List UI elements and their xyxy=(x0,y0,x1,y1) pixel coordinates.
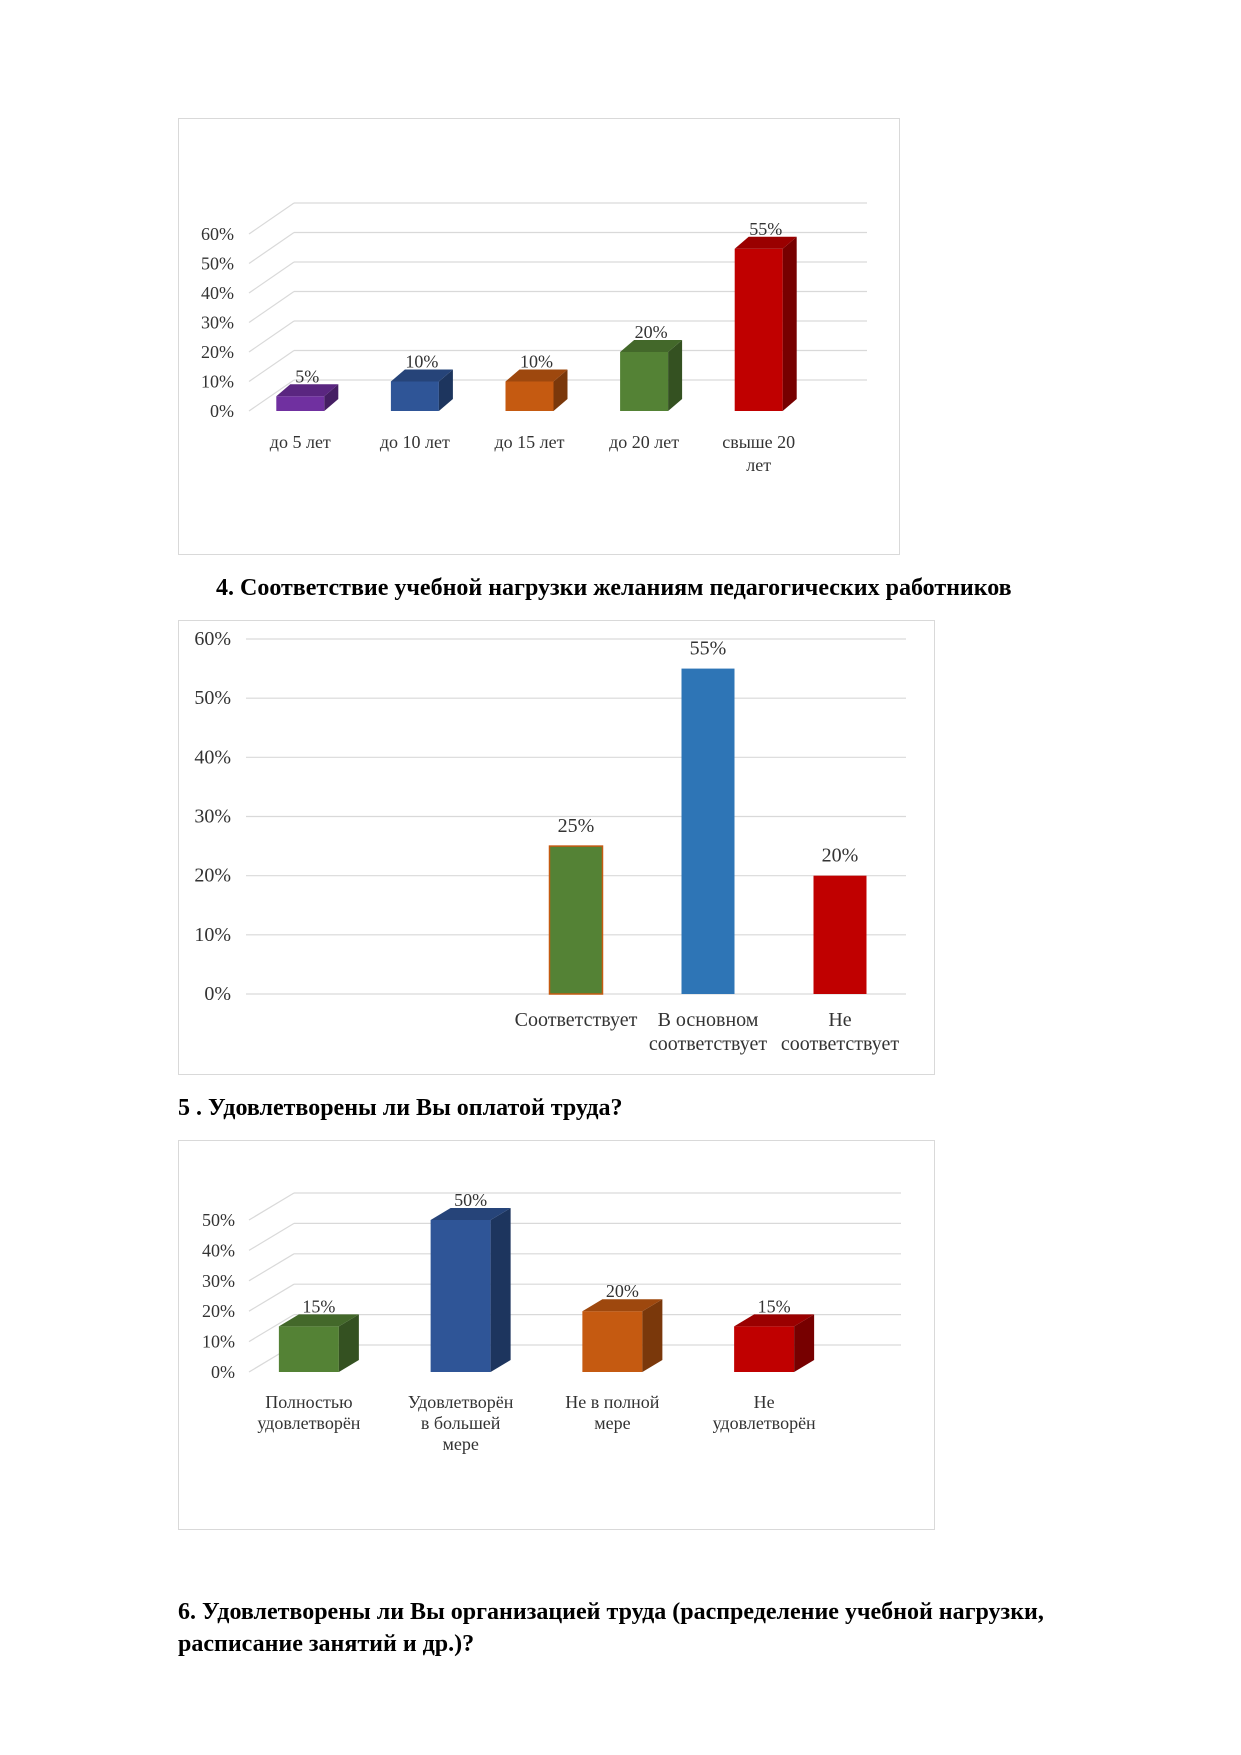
data-label: 10% xyxy=(405,351,439,372)
x-tick-label: мере xyxy=(594,1413,631,1433)
gridline-diagonal xyxy=(249,1284,294,1311)
chart-experience-frame xyxy=(178,118,900,555)
y-tick-label: 20% xyxy=(194,864,231,887)
chart-salary xyxy=(179,1141,934,1529)
gridline-diagonal xyxy=(249,292,294,323)
x-tick-label: В основном xyxy=(657,1009,759,1031)
x-tick-label: Не в полной xyxy=(565,1392,660,1412)
y-tick-label: 50% xyxy=(194,687,231,710)
bar-side xyxy=(491,1208,511,1372)
y-tick-label: 30% xyxy=(202,1270,235,1291)
data-label: 15% xyxy=(757,1296,791,1317)
x-tick-label: соответствует xyxy=(780,1033,900,1055)
bar xyxy=(682,669,735,994)
y-tick-label: 10% xyxy=(194,923,231,946)
bar xyxy=(279,1326,339,1372)
y-tick-label: 0% xyxy=(211,1362,235,1382)
x-tick-label: свыше 20 xyxy=(722,432,796,452)
x-tick-label: удовлетворён xyxy=(712,1413,816,1433)
x-tick-label: в большей xyxy=(420,1413,501,1433)
bar xyxy=(735,249,783,411)
y-tick-label: 60% xyxy=(194,628,231,650)
x-tick-label: до 15 лет xyxy=(494,432,565,452)
bar-side xyxy=(642,1299,662,1372)
x-tick-label: до 20 лет xyxy=(609,432,680,452)
gridline-diagonal xyxy=(249,1193,294,1220)
bar xyxy=(391,382,439,412)
x-tick-label: Соответствует xyxy=(514,1009,638,1031)
data-label: 10% xyxy=(520,351,553,372)
gridline-diagonal xyxy=(249,351,294,382)
gridline-diagonal xyxy=(249,262,294,293)
y-tick-label: 40% xyxy=(194,746,231,769)
data-label: 50% xyxy=(454,1190,488,1210)
bar xyxy=(734,1326,794,1372)
bar xyxy=(550,846,603,994)
gridline-diagonal xyxy=(249,203,294,234)
gridline-diagonal xyxy=(249,1223,294,1250)
data-label: 5% xyxy=(295,366,320,387)
y-tick-label: 10% xyxy=(201,371,234,392)
y-tick-label: 30% xyxy=(194,805,231,828)
bar-side xyxy=(668,340,682,411)
y-tick-label: 50% xyxy=(202,1210,235,1230)
x-tick-label: Не xyxy=(753,1392,775,1412)
data-label: 25% xyxy=(557,815,595,838)
y-tick-label: 40% xyxy=(201,283,234,303)
bar-side xyxy=(783,237,797,411)
bar xyxy=(276,396,324,411)
x-tick-label: Полностью xyxy=(265,1392,353,1412)
gridline-diagonal xyxy=(249,1254,294,1281)
bar xyxy=(814,876,867,994)
gridline-diagonal xyxy=(249,233,294,264)
data-label: 55% xyxy=(749,218,783,239)
y-tick-label: 30% xyxy=(201,312,234,333)
chart-salary-frame xyxy=(178,1140,935,1530)
x-tick-label: лет xyxy=(746,455,772,475)
gridline-diagonal xyxy=(249,321,294,352)
data-label: 55% xyxy=(689,637,727,660)
y-tick-label: 20% xyxy=(201,342,234,362)
y-tick-label: 40% xyxy=(202,1240,235,1261)
y-tick-label: 20% xyxy=(202,1301,235,1322)
x-tick-label: удовлетворён xyxy=(257,1413,361,1433)
x-tick-label: соответствует xyxy=(648,1033,768,1055)
chart-workload xyxy=(179,621,934,1074)
y-tick-label: 50% xyxy=(201,253,234,274)
y-tick-label: 0% xyxy=(210,401,234,421)
heading-q6-line1: 6. Удовлетворены ли Вы организацией труда (распределение учебной нагрузки, xyxy=(178,1599,1044,1625)
x-tick-label: до 10 лет xyxy=(379,432,450,452)
data-label: 20% xyxy=(821,844,859,867)
chart-workload-frame xyxy=(178,620,935,1075)
heading-q4: 4. Соответствие учебной нагрузки желаниям педагогических работников xyxy=(216,575,1012,601)
heading-q5: 5 . Удовлетворены ли Вы оплатой труда? xyxy=(178,1095,623,1121)
bar xyxy=(431,1220,491,1372)
x-tick-label: до 5 лет xyxy=(269,432,331,452)
y-tick-label: 0% xyxy=(204,983,231,1005)
x-tick-label: мере xyxy=(442,1434,479,1454)
data-label: 20% xyxy=(634,322,668,342)
data-label: 15% xyxy=(302,1296,336,1317)
heading-q6-line2: расписание занятий и др.)? xyxy=(178,1631,475,1657)
bar xyxy=(506,382,554,412)
bar xyxy=(620,352,668,411)
x-tick-label: Удовлетворён xyxy=(407,1392,514,1412)
data-label: 20% xyxy=(605,1281,639,1302)
chart-experience xyxy=(179,119,899,554)
bar xyxy=(582,1311,642,1372)
x-tick-label: Не xyxy=(828,1009,852,1031)
y-tick-label: 60% xyxy=(201,224,234,244)
y-tick-label: 10% xyxy=(202,1331,235,1352)
